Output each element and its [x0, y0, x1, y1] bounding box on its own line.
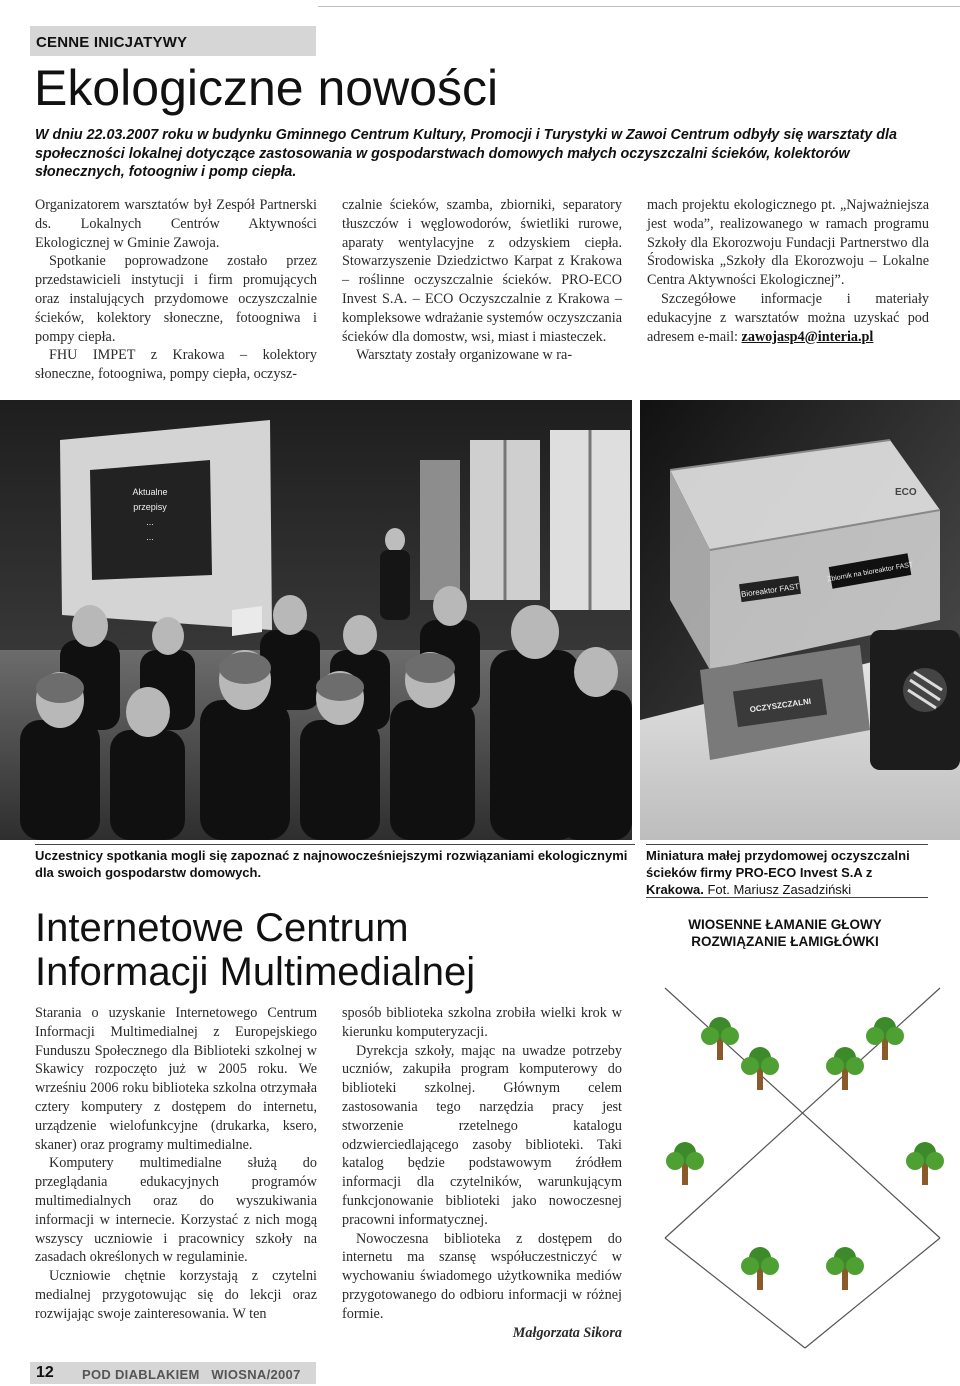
- article2-column-1: [35, 1004, 317, 1324]
- paragraph: Warsztaty zostały organizowane w ra-: [356, 347, 573, 364]
- article1-column-3: [647, 196, 929, 346]
- eco-label: ECO: [895, 487, 917, 498]
- tank-label: Zbiornik na bioreaktor FAST: [826, 561, 914, 584]
- paragraph: FHU IMPET z Krakowa – kolektory słoneczne, fotoogniwa, pompy ciepła, oczysz-: [35, 347, 317, 383]
- issue-label: WIOSNA/2007: [211, 1367, 301, 1382]
- paragraph: Nowoczesna biblioteka z dostępem do internetu ma szansę współuczestniczyć w wychowaniu świadomego użytkownika mediów przygotowanego do odbioru informacji w różnej formie.: [342, 1230, 622, 1322]
- title-line: Informacji Multimedialnej: [35, 950, 476, 994]
- paragraph: Komputery multimedialne służą do przeglądania edukacyjnych programów multimedialnych oraz do wyszukiwania informacji w internecie. Korzystać z nich mogą wszyscy uczniowie i pracownicy szkoły na zasadach określonych w regulaminie.: [35, 1155, 317, 1266]
- article1-column-2: [342, 196, 622, 365]
- title-line: Internetowe Centrum: [35, 906, 409, 950]
- tree-icon: [826, 1247, 864, 1290]
- photo-caption-right: [646, 847, 928, 898]
- author-name: Małgorzata Sikora: [512, 1324, 622, 1341]
- model-photo: [640, 400, 960, 840]
- tree-icon: [666, 1142, 704, 1185]
- paragraph: Organizatorem warsztatów był Zespół Partnerski ds. Lokalnych Centrów Aktywności Ekologicznej w Gminie Zawoja.: [35, 197, 317, 251]
- paragraph: sposób biblioteka szkolna zrobiła wielki krok w kierunku komputeryzacji.: [342, 1005, 622, 1040]
- fast-label: Bioreaktor FAST: [740, 581, 800, 600]
- paragraph: Dyrekcja szkoły, mając na uwadze potrzeby uczniów, zakupiła program komputerowy do biblioteki szkolnej. Głównym celem zastosowania tego narzędzia pracy jest stworzenie rzetelnego katalogu odzwierciedlającego zasoby biblioteki. Taki katalog będzie podstawowym źródłem informacji dla czytelników, warunkującym funkcjonowanie biblioteki jako nowoczesnej pracowni informatycznej.: [342, 1042, 622, 1228]
- photo-caption-left: Uczestnicy spotkania mogli się zapoznać z najnowocześniejszymi rozwiązaniami ekologicznymi dla swoich gospodarstw domowych.: [35, 848, 628, 880]
- article-title: Ekologiczne nowości: [34, 60, 499, 116]
- slide-text: ...: [146, 532, 154, 542]
- section-label: CENNE INICJATYWY: [36, 34, 188, 51]
- caption-rule: [646, 844, 928, 845]
- paragraph: Starania o uzyskanie Internetowego Centrum Informacji Multimedialnej z Europejskiego Funduszu Społecznego dla Biblioteki szkolnej w Skawicy rozpoczęto już w 2005 roku. We wrześniu 2006 roku biblioteka szkolna otrzymała cztery komputery z dostępem do internetu, urządzenie wielofunkcyjne (drukarka, ksero, skaner) oraz programy multimedialne.: [35, 1005, 317, 1153]
- page-number: 12: [36, 1364, 54, 1381]
- contact-text: Szczegółowe informacje i materiały edukacyjne z warsztatów można uzyskać pod adresem e-mail:: [647, 290, 929, 345]
- publication-title: POD DIABLAKIEM: [82, 1367, 200, 1382]
- workshop-photo: [0, 400, 632, 840]
- puzzle-title-line: ROZWIĄZANIE ŁAMIGŁÓWKI: [691, 934, 879, 949]
- caption-rule: [646, 897, 928, 898]
- tree-icon: [866, 1017, 904, 1060]
- tree-icon: [826, 1047, 864, 1090]
- paragraph: [647, 290, 929, 346]
- tree-icon: [906, 1142, 944, 1185]
- puzzle-title: [660, 916, 910, 950]
- top-rule: [318, 6, 960, 7]
- email-link[interactable]: zawojasp4@interia.pl: [741, 328, 874, 345]
- slide-text: ...: [146, 517, 154, 527]
- tree-icon: [741, 1047, 779, 1090]
- article-lead: W dniu 22.03.2007 roku w budynku Gminnego Centrum Kultury, Promocji i Turystyki w Zawoi Centrum odbyły się warsztaty dla społeczności lokalnej dotyczące zastosowania w gospodarstwach domowych małych oczyszczalni ścieków, kolektorów słonecznych, fotoogniw i pomp ciepła.: [35, 127, 897, 181]
- publication-name: [82, 1367, 301, 1382]
- paragraph: Spotkanie poprowadzone zostało przez przedstawicieli instytucji i firm promujących oraz instalujących przydomowe oczyszczalnie ścieków, kolektory słoneczne, fotoogniwa i pompy ciepła.: [35, 253, 317, 345]
- tree-icon: [701, 1017, 739, 1060]
- photo-credit: Fot. Mariusz Zasadziński: [707, 882, 852, 897]
- paragraph: mach projektu ekologicznego pt. „Najważniejsza jest woda”, realizowanego w ramach programu Szkoły dla Ekorozwoju Fundacji Partnerstwo dla Środowiska „Szkoły dla Ekorozwoju – Lokalne Centra Aktywności Ekologicznej”.: [647, 197, 929, 289]
- article2-title: [35, 906, 475, 994]
- paragraph: Uczniowie chętnie korzystają z czytelni medialnej przygotowując się do lekcji oraz rozwijając swoje zainteresowania. W ten: [35, 1268, 317, 1322]
- box-label: OCZYSZCZALNI: [749, 696, 812, 715]
- paragraph: czalnie ścieków, szamba, zbiorniki, separatory tłuszczów i węglowodorów, świetliki rurowe, aparaty wentylacyjne z odzyskiem ciepła. Stowarzyszenie Dziedzictwo Karpat z Krakowa – roślinne oczyszczalnie ścieków. PRO-ECO Invest S.A. – ECO Oczyszczalnie z Krakowa – kompleksowe wdrażanie systemów oczyszczania ścieków dla domostw, wsi, miast i miasteczek.: [342, 197, 622, 345]
- slide-text: Aktualne: [132, 487, 168, 497]
- tree-icon: [741, 1247, 779, 1290]
- puzzle-diagram: [655, 978, 955, 1358]
- puzzle-title-line: WIOSENNE ŁAMANIE GŁOWY: [688, 917, 882, 932]
- article2-column-2: [342, 1004, 622, 1342]
- slide-text: przepisy: [133, 502, 167, 512]
- article1-column-1: [35, 196, 317, 384]
- caption-rule: [35, 844, 635, 845]
- caption-text: Miniatura małej przydomowej oczyszczalni ścieków firmy PRO-ECO Invest S.A z Krakowa.: [646, 848, 910, 897]
